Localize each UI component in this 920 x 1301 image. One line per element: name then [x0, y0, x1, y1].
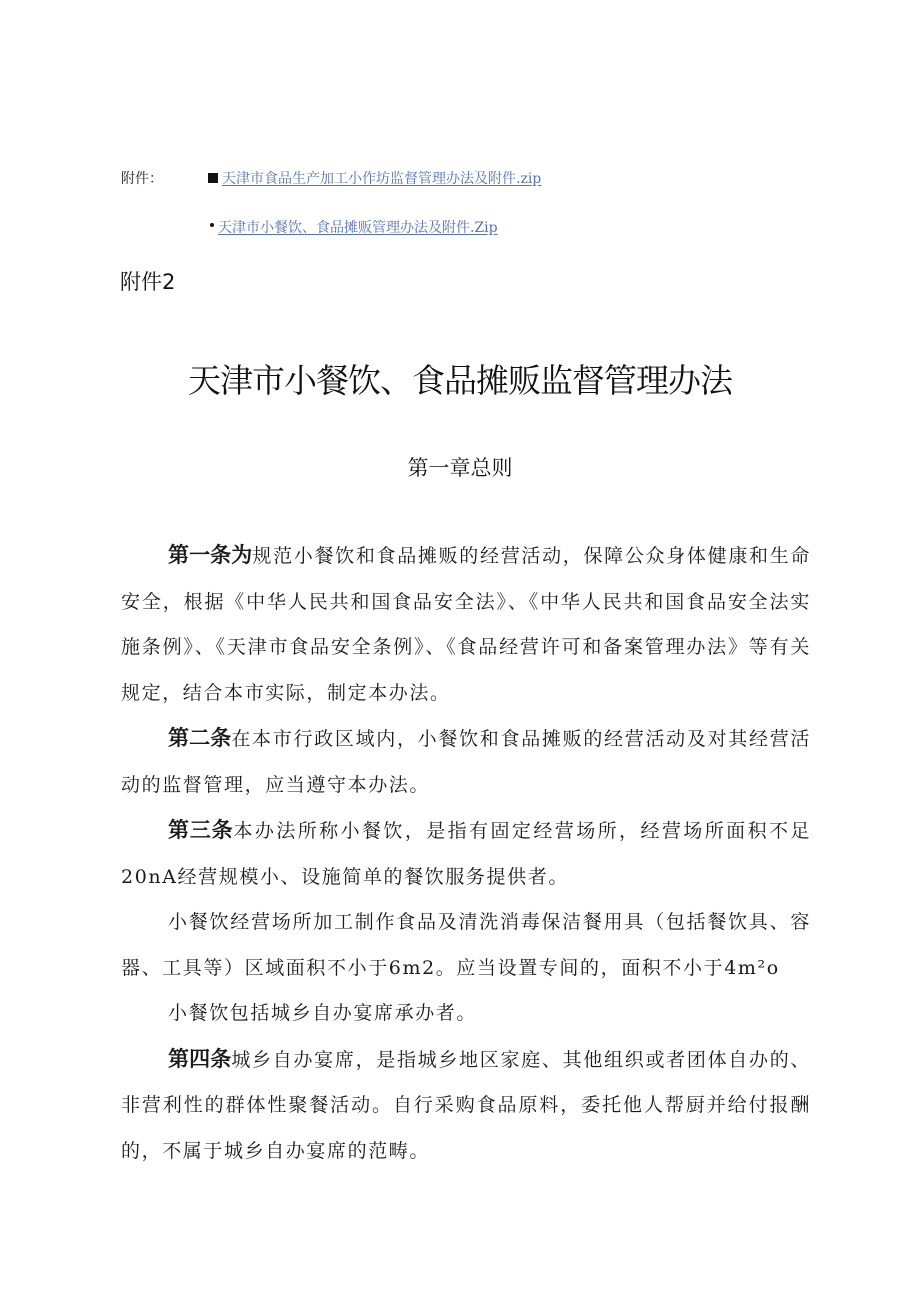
article-number: 第四条 [168, 1046, 232, 1071]
body-paragraph [121, 991, 811, 1037]
article-number: 第三条 [168, 818, 234, 842]
article-number: 第一条为 [168, 543, 253, 567]
attachment-link[interactable]: 天津市食品生产加工小作坊监督管理办法及附件.zip [222, 171, 542, 187]
annex-tag: 附件2 [120, 270, 176, 294]
attachment-item[interactable] [210, 217, 498, 237]
attachments-label: 附件： [121, 171, 163, 187]
dot-bullet-icon [210, 223, 214, 227]
article-text: 城乡自办宴席，是指城乡地区家庭、其他组织或者团体自办的、非营利性的群体性聚餐活动。自行采购食品原料，委托他人帮厨并给付报酬的，不属于城乡自办宴席的范畴。 [121, 1048, 811, 1162]
article-text: 在本市行政区域内，小餐饮和食品摊贩的经营活动及对其经营活动的监督管理，应当遵守本办法。 [121, 728, 811, 796]
article-paragraph [121, 1037, 811, 1175]
article-number: 第二条 [168, 726, 232, 750]
paragraph-text: 小餐饮包括城乡自办宴席承办者。 [168, 1002, 478, 1024]
attachment-item[interactable] [208, 168, 541, 188]
document-body [121, 533, 811, 1174]
chapter-heading: 第一章总则 [407, 456, 513, 480]
article-paragraph [121, 533, 811, 716]
paragraph-text: 小餐饮经营场所加工制作食品及清洗消毒保洁餐用具（包括餐饮具、容器、工具等）区域面积不小于6m2。应当设置专间的，面积不小于4m²o [121, 911, 811, 979]
article-text: 本办法所称小餐饮，是指有固定经营场所，经营场所面积不足20nA经营规模小、设施简单的餐饮服务提供者。 [121, 820, 812, 888]
square-bullet-icon [208, 173, 218, 183]
body-paragraph [121, 900, 811, 991]
article-paragraph [121, 716, 811, 808]
attachment-link[interactable]: 天津市小餐饮、食品摊贩管理办法及附件.Zip [218, 220, 498, 236]
article-paragraph [121, 808, 811, 900]
document-title: 天津市小餐饮、食品摊贩监督管理办法 [188, 361, 732, 400]
article-text: 规范小餐饮和食品摊贩的经营活动，保障公众身体健康和生命安全，根据《中华人民共和国食品安全法》、《中华人民共和国食品安全法实施条例》、《天津市食品安全条例》、《食品经营许可和备案管理办法》等有关规定，结合本市实际，制定本办法。 [121, 545, 812, 704]
